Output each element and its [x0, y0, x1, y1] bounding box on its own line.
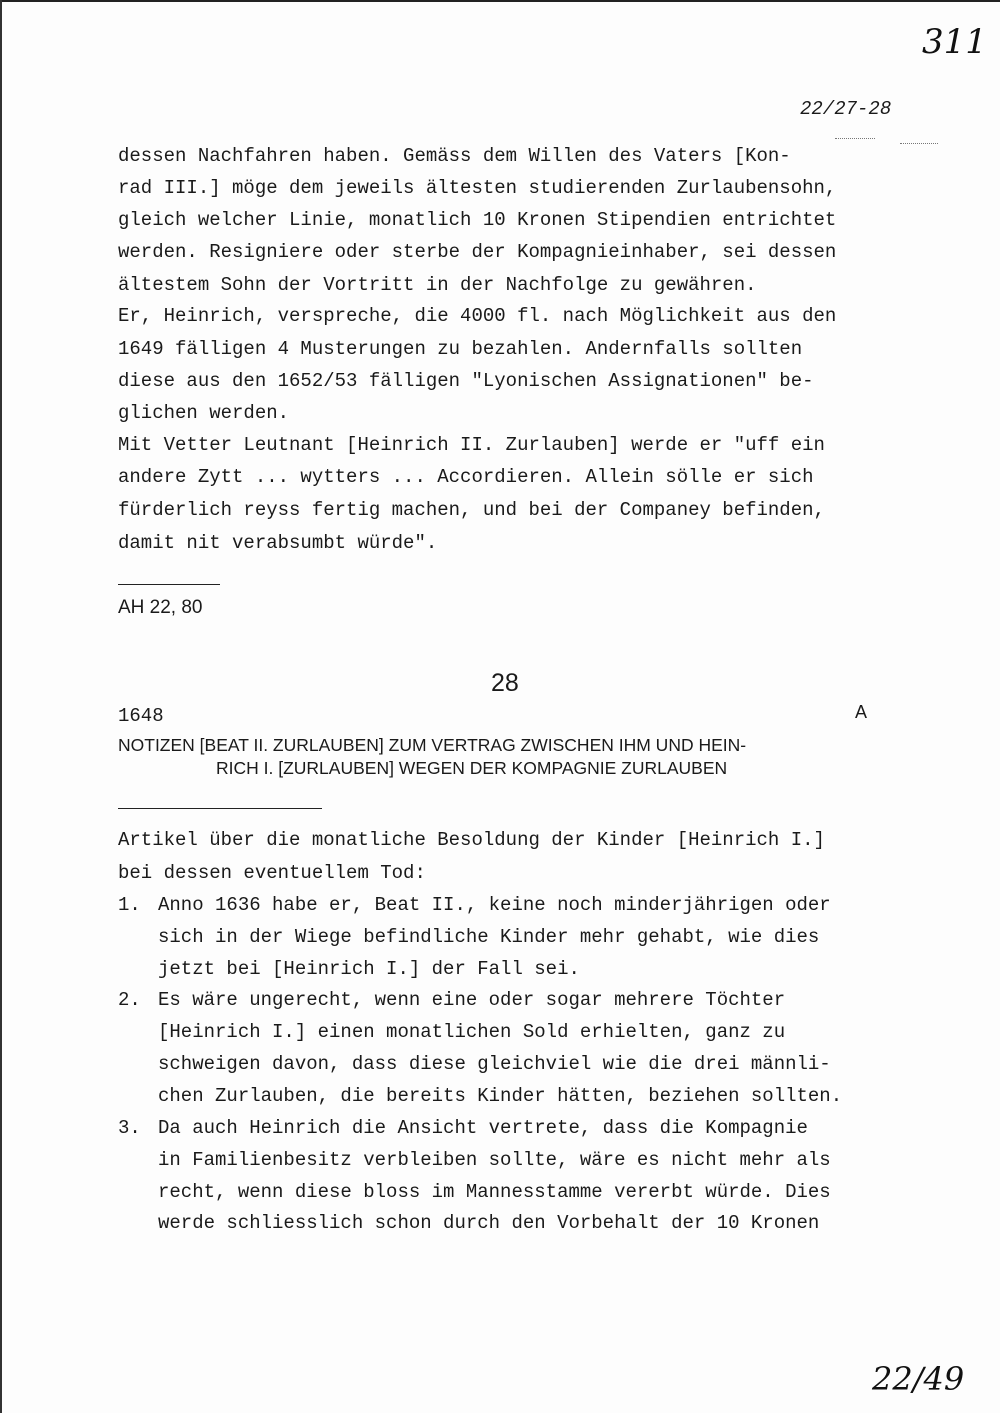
footnote-rule: [118, 584, 220, 585]
list-item-number: 3.: [118, 1117, 141, 1139]
list-item-line: in Familienbesitz verbleiben sollte, wäre es nicht mehr als: [158, 1149, 831, 1171]
list-item-line: recht, wenn diese bloss im Mannesstamme vererbt würde. Dies: [158, 1181, 831, 1203]
body-line: glichen werden.: [118, 402, 290, 424]
body-line: dessen Nachfahren haben. Gemäss dem Willen des Vaters [Kon-: [118, 145, 791, 167]
body-line: andere Zytt ... wytters ... Accordieren. Allein sölle er sich: [118, 466, 814, 488]
scan-mark: [900, 143, 938, 144]
body-line: gleich welcher Linie, monatlich 10 Kronen Stipendien entrichtet: [118, 209, 837, 231]
entry-year: 1648: [118, 705, 164, 727]
list-item-line: chen Zurlauben, die bereits Kinder hätten, beziehen sollten.: [158, 1085, 843, 1107]
body-line: Er, Heinrich, verspreche, die 4000 fl. nach Möglichkeit aus den: [118, 305, 837, 327]
page-number-handwritten: 22/49: [872, 1360, 965, 1398]
list-item-line: werde schliesslich schon durch den Vorbehalt der 10 Kronen: [158, 1212, 820, 1234]
doc-reference: 22/27-28: [800, 98, 892, 120]
scan-edge-top: [0, 0, 1000, 2]
body-line: rad III.] möge dem jeweils ältesten studierenden Zurlaubensohn,: [118, 177, 837, 199]
body-line: werden. Resigniere oder sterbe der Kompagnieinhaber, sei dessen: [118, 241, 837, 263]
entry-type: A: [855, 702, 868, 722]
scan-mark: [835, 138, 875, 139]
title-rule: [118, 808, 322, 809]
body-line: 1649 fälligen 4 Musterungen zu bezahlen. Andernfalls sollten: [118, 338, 803, 360]
body-line: diese aus den 1652/53 fälligen "Lyonischen Assignationen" be-: [118, 370, 814, 392]
entry-number: 28: [491, 669, 519, 697]
scan-edge-left: [0, 0, 2, 1413]
list-item-number: 1.: [118, 894, 141, 916]
body-line: damit nit verabsumbt würde".: [118, 532, 438, 554]
list-item-line: Es wäre ungerecht, wenn eine oder sogar mehrere Töchter: [158, 989, 786, 1011]
intro-line: bei dessen eventuellem Tod:: [118, 862, 426, 884]
list-item-number: 2.: [118, 989, 141, 1011]
entry-title-line1: NOTIZEN [BEAT II. ZURLAUBEN] ZUM VERTRAG ZWISCHEN IHM UND HEIN-: [118, 735, 747, 755]
body-line: fürderlich reyss fertig machen, und bei der Companey befinden,: [118, 499, 825, 521]
list-item-line: Da auch Heinrich die Ansicht vertrete, dass die Kompagnie: [158, 1117, 808, 1139]
list-item-line: sich in der Wiege befindliche Kinder mehr gehabt, wie dies: [158, 926, 820, 948]
folio-handwritten: 311: [922, 22, 987, 62]
entry-title-line2: RICH I. [ZURLAUBEN] WEGEN DER KOMPAGNIE ZURLAUBEN: [216, 758, 728, 778]
body-line: Mit Vetter Leutnant [Heinrich II. Zurlauben] werde er "uff ein: [118, 434, 825, 456]
body-line: ältestem Sohn der Vortritt in der Nachfolge zu gewähren.: [118, 274, 757, 296]
list-item-line: jetzt bei [Heinrich I.] der Fall sei.: [158, 958, 580, 980]
intro-line: Artikel über die monatliche Besoldung der Kinder [Heinrich I.]: [118, 829, 825, 851]
list-item-line: schweigen davon, dass diese gleichviel wie die drei männli-: [158, 1053, 831, 1075]
list-item-line: Anno 1636 habe er, Beat II., keine noch minderjährigen oder: [158, 894, 831, 916]
list-item-line: [Heinrich I.] einen monatlichen Sold erhielten, ganz zu: [158, 1021, 786, 1043]
source-reference: AH 22, 80: [118, 597, 203, 618]
